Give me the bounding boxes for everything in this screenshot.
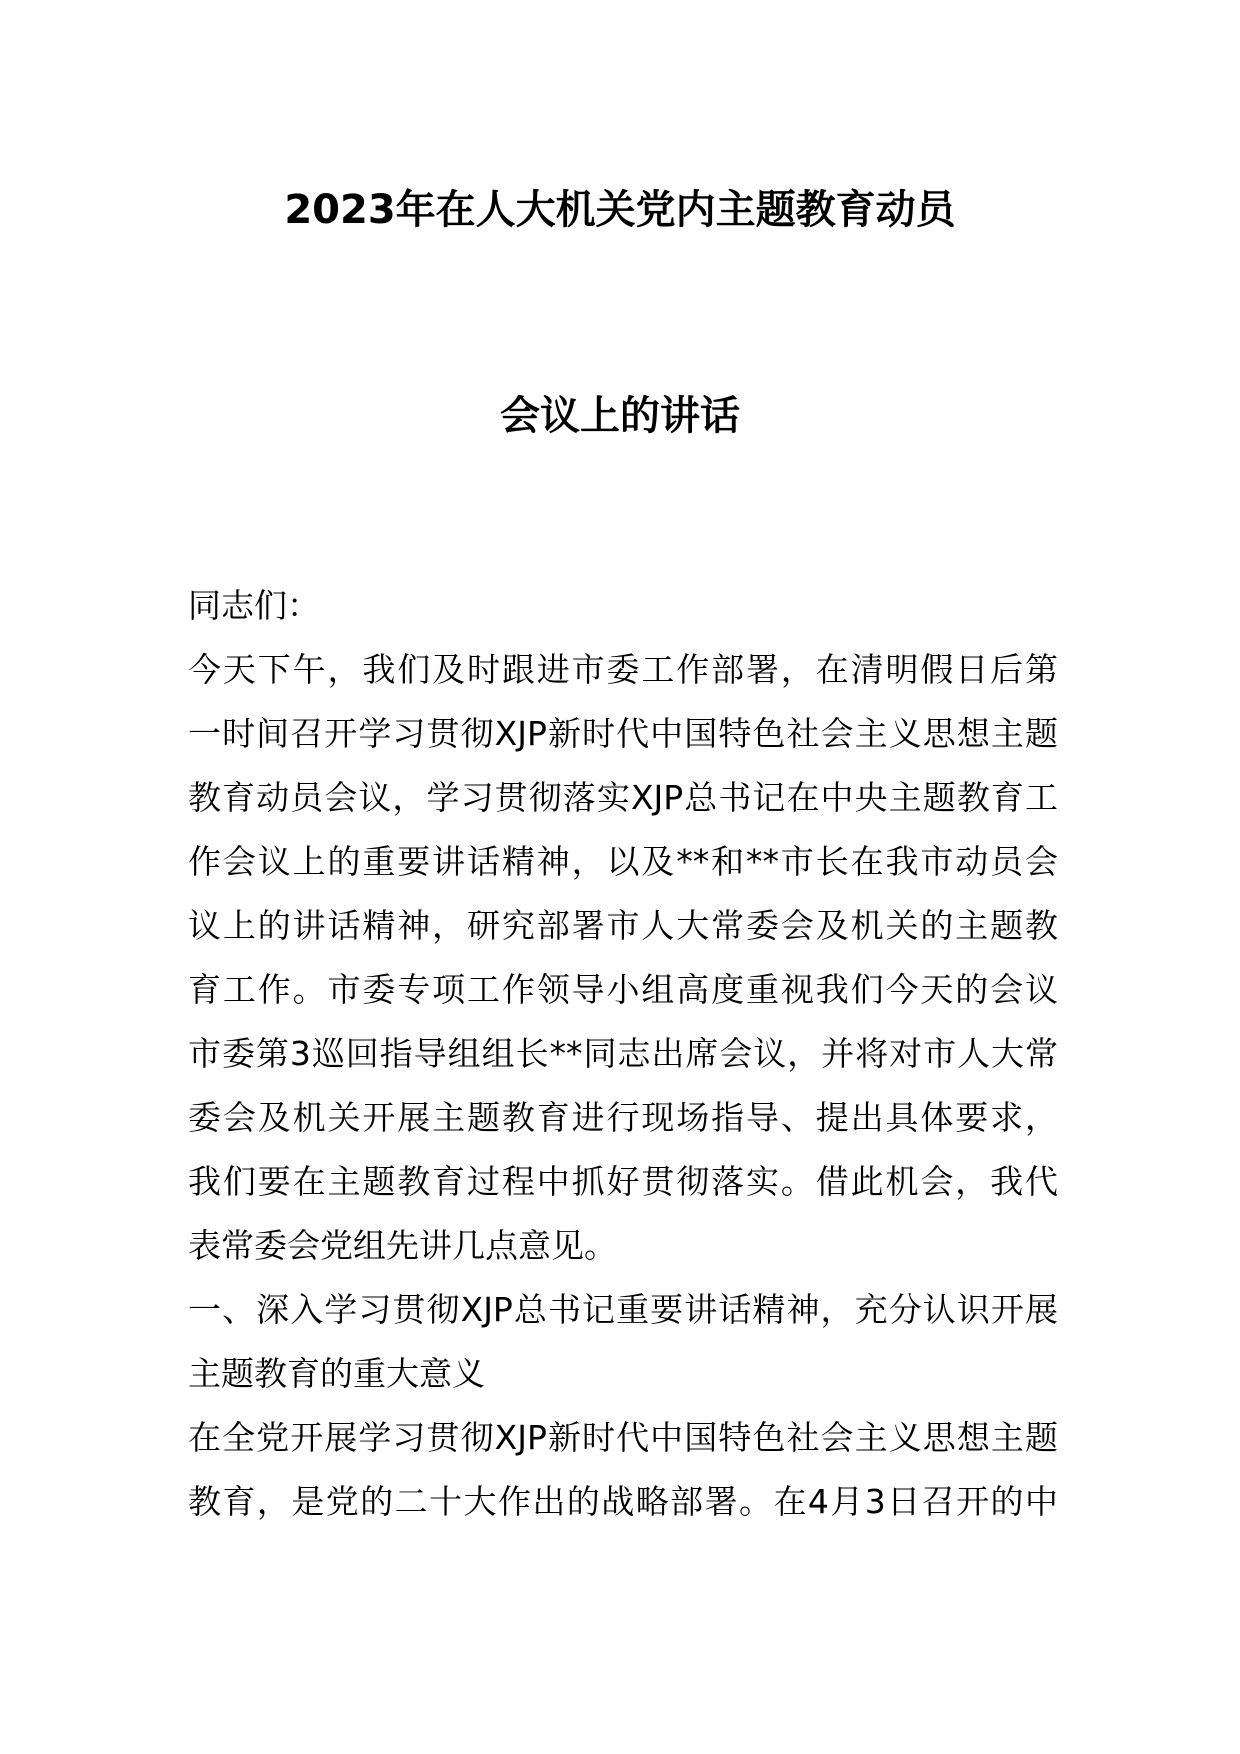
body-line: 育工作。市委专项工作领导小组高度重视我们今天的会议 [188,970,1058,1009]
salutation: 同志们： [188,586,320,625]
body-line: 市委第3巡回指导组组长**同志出席会议，并将对市人大常 [188,1034,1058,1073]
body-line: 议上的讲话精神，研究部署市人大常委会及机关的主题教 [188,906,1058,945]
section-heading-line: 主题教育的重大意义 [188,1354,485,1393]
body-line: 我们要在主题教育过程中抓好贯彻落实。借此机会，我代 [188,1162,1058,1201]
body-line: 教育，是党的二十大作出的战略部署。在4月3日召开的中 [188,1482,1058,1521]
document-title-line-2: 会议上的讲话 [500,393,740,439]
body-line: 作会议上的重要讲话精神，以及**和**市长在我市动员会 [188,842,1058,881]
section-heading-line: 一、深入学习贯彻XJP总书记重要讲话精神，充分认识开展 [188,1290,1058,1329]
body-line: 今天下午，我们及时跟进市委工作部署，在清明假日后第 [188,650,1058,689]
body-line: 在全党开展学习贯彻XJP新时代中国特色社会主义思想主题 [188,1418,1058,1457]
body-line: 委会及机关开展主题教育进行现场指导、提出具体要求， [188,1098,1058,1137]
body-line: 教育动员会议，学习贯彻落实XJP总书记在中央主题教育工 [188,778,1058,817]
document-body [188,574,1058,1534]
body-line: 一时间召开学习贯彻XJP新时代中国特色社会主义思想主题 [188,714,1058,753]
document-title-line-1: 2023年在人大机关党内主题教育动员 [284,187,956,233]
body-line: 表常委会党组先讲几点意见。 [188,1226,617,1265]
